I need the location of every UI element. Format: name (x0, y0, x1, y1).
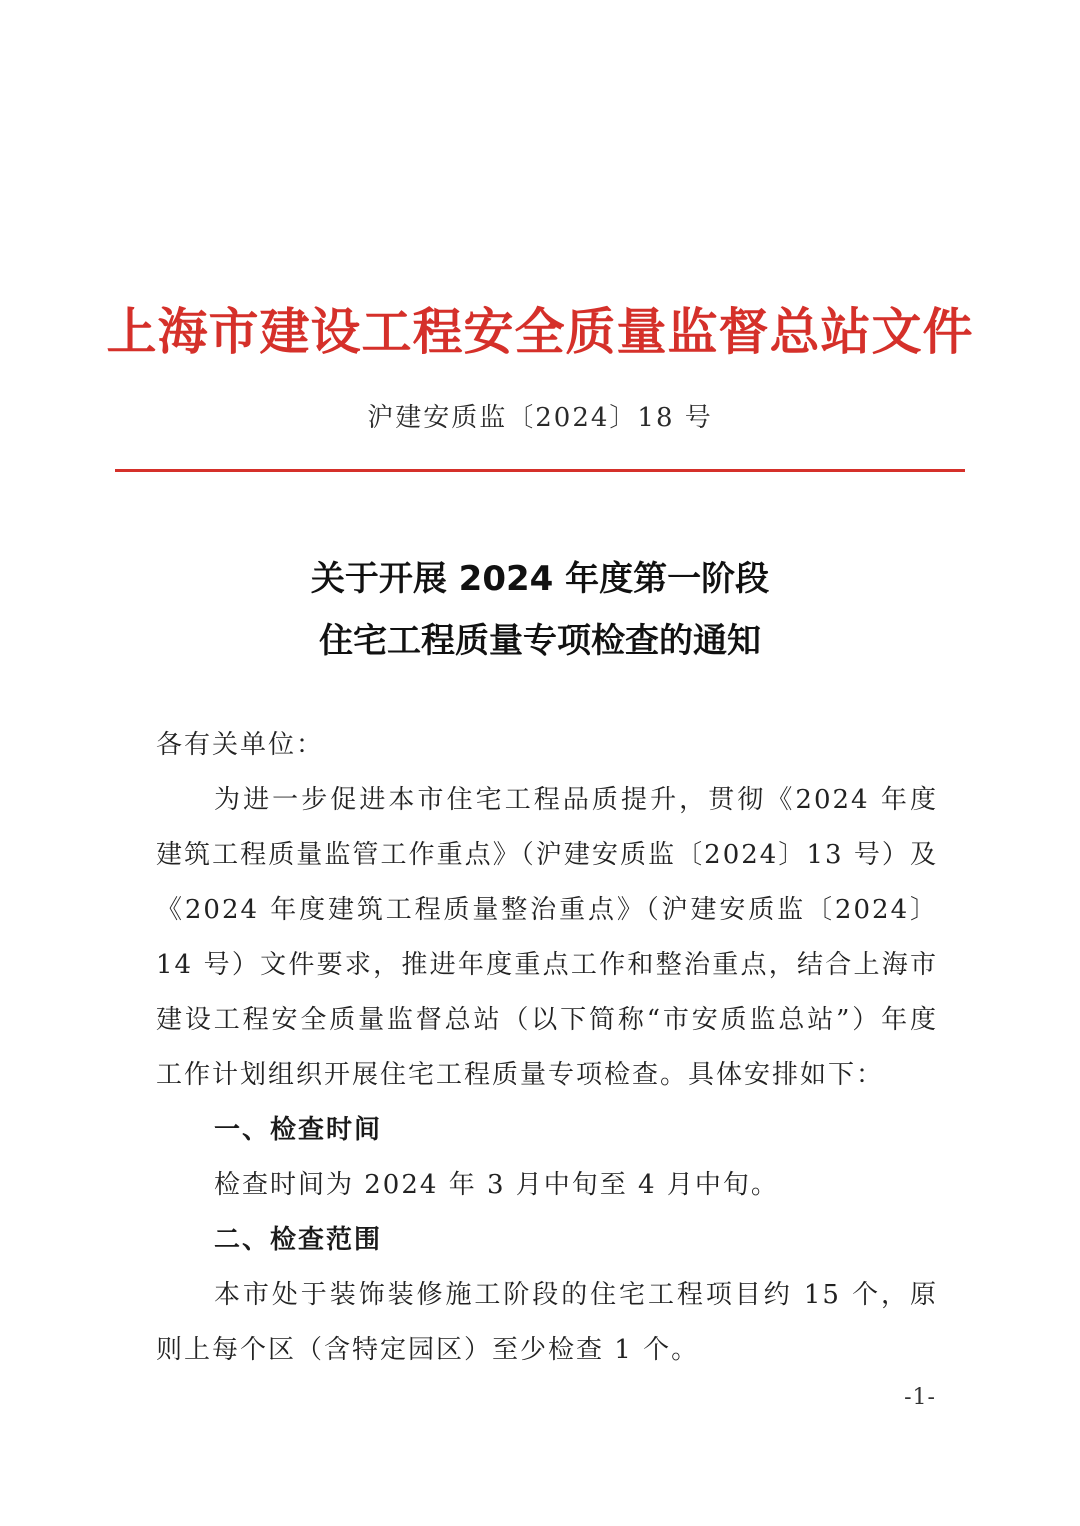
section-heading-inspection-time: 一、检查时间 (214, 1115, 383, 1145)
page-number: -1- (904, 1385, 936, 1410)
section-text-inspection-scope: 本市处于装饰装修施工阶段的住宅工程项目约 15 个，原则上每个区（含特定园区）至少检查 1 个。 (156, 1280, 938, 1365)
intro-paragraph: 为进一步促进本市住宅工程品质提升，贯彻《2024 年度建筑工程质量监管工作重点》（沪建安质监〔2024〕13 号）及《2024 年度建筑工程质量整治重点》（沪建安质监〔2024〕14 号）文件要求，推进年度重点工作和整治重点，结合上海市建设工程安全质量监督总站（以下简称“市安质监总站”）年度工作计划组织开展住宅工程质量专项检查。具体安排如下： (156, 785, 938, 1090)
section-heading-inspection-scope: 二、检查范围 (214, 1225, 383, 1255)
document-title (0, 548, 1080, 672)
document-body (156, 718, 938, 1378)
red-divider-line (115, 469, 965, 472)
title-line-1: 关于开展 2024 年度第一阶段 (310, 559, 770, 599)
salutation: 各有关单位： (156, 730, 325, 760)
section-text-inspection-time: 检查时间为 2024 年 3 月中旬至 4 月中旬。 (214, 1170, 779, 1200)
document-number: 沪建安质监〔2024〕18 号 (367, 403, 713, 433)
title-line-2: 住宅工程质量专项检查的通知 (319, 621, 761, 661)
agency-header: 上海市建设工程安全质量监督总站文件 (106, 302, 974, 361)
